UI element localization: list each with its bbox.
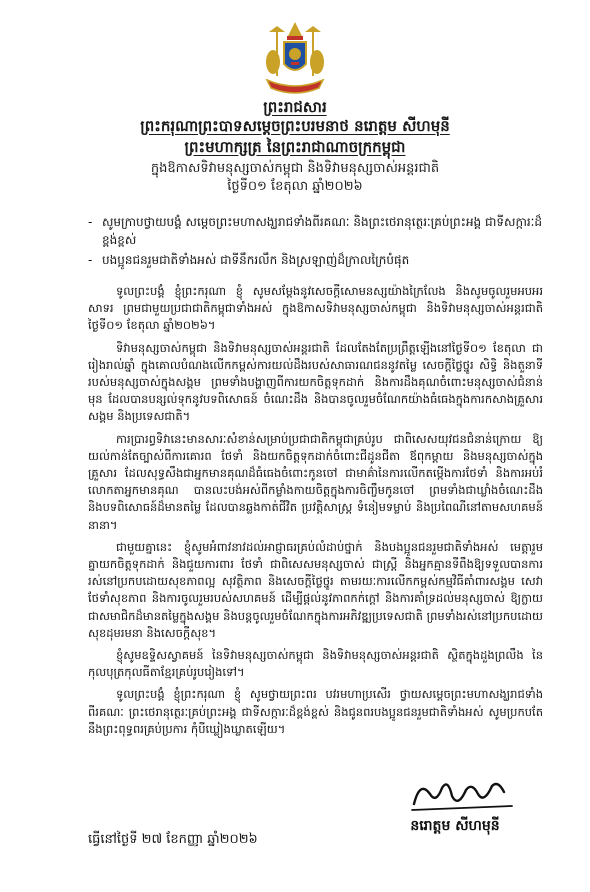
- kingdom-title: ព្រះមហាក្សត្រ នៃព្រះរាជាណាចក្រកម្ពុជា: [184, 138, 406, 156]
- body-paragraph: ជាមួយគ្នានេះ ខ្ញុំសូមអំពាវនាវដល់អាជ្ញាធរគ្រប់លំដាប់ថ្នាក់ និងបងប្អូនជនរួមជាតិទាំងអស់ មេត្តារួមគ្នាយកចិត្តទុកដាក់ និងជួយការពារ ថែទាំ ជាពិសេសមនុស្សចាស់ ជាស្ត្រី និងអ្នកគ្មានទីពឹងឱ្យទទួលបានការរស់នៅប្រកបដោយសុខភាពល្អ សុវត្ថិភាព និងសេចក្តីថ្លៃថ្នូរ តាមរយៈការលើកកម្ពស់កម្មវិធីគាំពារសង្គម សេវាថែទាំសុខភាព និងការចូលរួមរបស់សហគមន៍ ដើម្បីផ្តល់នូវភាពកក់ក្តៅ និងការគាំទ្រដល់មនុស្សចាស់ ឱ្យក្លាយជាសមាជិកដ៏មានតម្លៃក្នុងសង្គម និងបន្តចូលរួមចំណែកក្នុងការអភិវឌ្ឍប្រទេសជាតិ ព្រមទាំងរស់នៅប្រកបដោយសុខដុមរមនា និងសេចក្តីសុខ។: [88, 539, 543, 640]
- issue-date: ធ្វើនៅថ្ងៃទី ២៧ ខែកញ្ញា ឆ្នាំ២០២៦: [88, 832, 258, 847]
- addressee-item: - បងប្អូនជនរួមជាតិទាំងអស់ ជាទីនឹករលឹក និងស្រឡាញ់ដ៏ក្រាលក្រៃបំផុត: [88, 251, 543, 269]
- body-paragraph: ទូលព្រះបង្គំ ខ្ញុំព្រះករុណា ខ្ញុំ សូមថ្វាយព្រះពរ បវរមហាប្រសើរ ថ្វាយសម្តេចព្រះមហាសង្ឃរាជទាំងពីរគណៈ ព្រះថេរានុត្ថេរៈគ្រប់ព្រះអង្គ ជាទីសក្ការៈដ៏ខ្ពង់ខ្ពស់ និងជូនពរបងប្អូនជនរួមជាតិទាំងអស់ សូមប្រកបតែនឹងព្រះពុទ្ធពរគ្រប់ប្រការ កុំបីឃ្លៀងឃ្លាតឡើយ។: [88, 687, 543, 736]
- body-paragraph: ការប្រារព្ធទិវានេះមានសារៈសំខាន់សម្រាប់ប្រជាជាតិកម្ពុជាគ្រប់រូប ជាពិសេសយុវជនជំនាន់ក្រោយ ឱ្យយល់កាន់តែច្បាស់ពីការគោរព ថែទាំ និងយកចិត្តទុកដាក់ចំពោះជីដូនជីតា ឪពុកម្តាយ និងមនុស្សចាស់ក្នុងគ្រួសារ ដែលសុទ្ធសឹងជាអ្នកមានគុណដ៏ធំធេងចំពោះកូនចៅ ជាមាគ៌ានៃការលើកតម្កើងការថែទាំ និងការអប់រំ លោកតាអ្នកមានគុណ បានលះបង់អស់ពីកម្លាំងកាយចិត្តក្នុងការចិញ្ចឹមកូនចៅ ព្រមទាំងជាឃ្លាំងចំណេះដឹង និងបទពិសោធន៍ដ៏មានតម្លៃ ដែលបានឆ្លងកាត់ជីវិត ប្រវត្តិសាស្ត្រ ទំនៀមទម្លាប់ និងប្រពៃណីនៅតាមសហគមន៍នានា។: [88, 431, 543, 532]
- addressee-list: [88, 213, 543, 271]
- message-body: [88, 283, 543, 743]
- royal-coat-of-arms-icon: [257, 18, 333, 98]
- signer-name: នរោត្តម សីហមុនី: [410, 818, 500, 834]
- body-paragraph: ទូលព្រះបង្គំ ខ្ញុំព្រះករុណា ខ្ញុំ សូមសម្តែងនូវសេចក្តីសោមនស្សយ៉ាងក្រៃលែង និងសូមចូលរួមអបអរសាទរ ព្រមជាមួយប្រជាជាតិកម្ពុជាទាំងអស់ ក្នុងឱកាសទិវាមនុស្សចាស់កម្ពុជា និងទិវាមនុស្សចាស់អន្តរជាតិ ថ្ងៃទី០១ ខែតុលា ឆ្នាំ២០២៦។: [88, 284, 543, 333]
- body-paragraph: ខ្ញុំសូមឧទ្ទិសស្វាគមន៍ នៃទិវាមនុស្សចាស់កម្ពុជា និងទិវាមនុស្សចាស់អន្តរជាតិ ស្ថិតក្នុងដួងព្រលឹង នៃកុលបុត្រកុលធីតាខ្មែរគ្រប់រូបរៀងទៅ។: [88, 648, 543, 680]
- handwritten-signature-icon: [408, 774, 518, 814]
- document-title: ព្រះរាជសារ: [263, 98, 327, 116]
- addressee-item: - សូមក្រាបថ្វាយបង្គំ សម្តេចព្រះមហាសង្ឃរាជទាំងពីរគណៈ និងព្រះថេរានុត្ថេរៈគ្រប់ព្រះអង្គ ជាទីសក្ការៈដ៏ខ្ពង់ខ្ពស់: [88, 213, 543, 249]
- body-paragraph: ទិវាមនុស្សចាស់កម្ពុជា និងទិវាមនុស្សចាស់អន្តរជាតិ ដែលតែងតែប្រព្រឹត្តឡើងនៅថ្ងៃទី០១ ខែតុលា ជារៀងរាល់ឆ្នាំ ក្នុងគោលបំណងលើកកម្ពស់ការយល់ដឹងរបស់សាធារណជននូវតម្លៃ សេចក្តីថ្លៃថ្នូរ សិទ្ធិ និងតួនាទីរបស់មនុស្សចាស់ក្នុងសង្គម ព្រមទាំងបង្ហាញពីការយកចិត្តទុកដាក់ និងការដឹងគុណចំពោះមនុស្សចាស់ជំនាន់មុន ដែលបានបន្សល់ទុកនូវបទពិសោធន៍ ចំណេះដឹង និងបានចូលរួមចំណែកយ៉ាងធំធេងក្នុងការកសាងគ្រួសារ សង្គម និងប្រទេសជាតិ។: [88, 340, 543, 424]
- occasion-date: ថ្ងៃទី០១ ខែតុលា ឆ្នាំ២០២៦: [227, 179, 363, 194]
- occasion-line: ក្នុងឱកាសទិវាមនុស្សចាស់កម្ពុជា និងទិវាមនុស្សចាស់អន្តរជាតិ: [150, 161, 440, 176]
- king-title: ព្រះករុណាព្រះបាទសម្តេចព្រះបរមនាថ នរោត្តម សីហមុនី: [140, 117, 450, 135]
